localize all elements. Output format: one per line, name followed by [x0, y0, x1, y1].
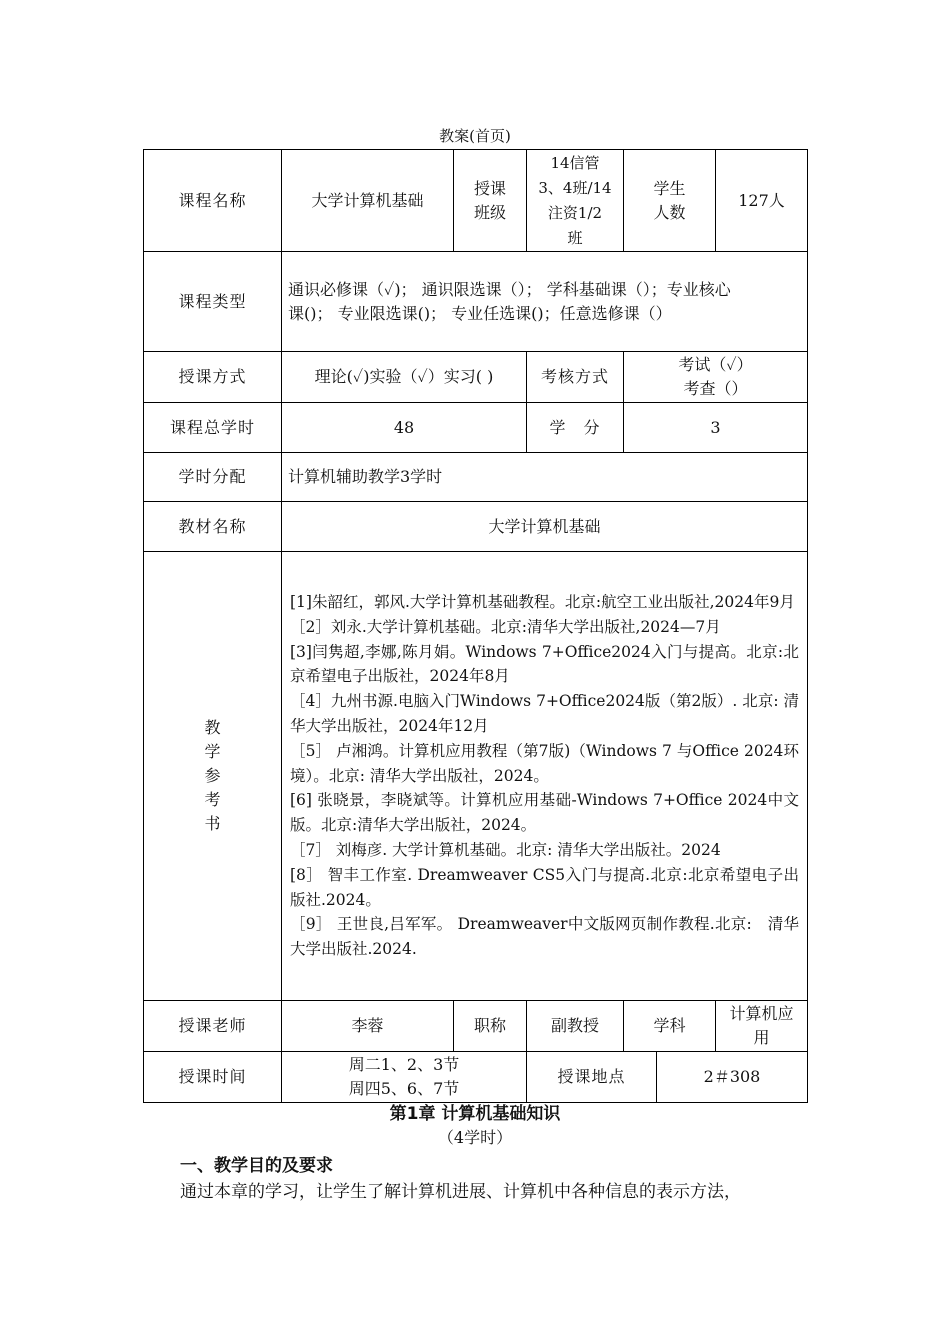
- class-label: [454, 150, 527, 252]
- references-list: [282, 552, 808, 1001]
- references-label-char: 考: [204, 790, 221, 809]
- credit-value: 3: [624, 403, 808, 453]
- references-label-char: 参: [204, 766, 221, 785]
- row-total-hours: [144, 403, 808, 453]
- place-label: 授课地点: [527, 1052, 657, 1103]
- students-label: [624, 150, 716, 252]
- chapter-hours: （4学时）: [437, 1128, 513, 1147]
- teacher-label: 授课老师: [144, 1001, 282, 1052]
- place-value: 2＃308: [657, 1052, 808, 1103]
- chapter-title: 第1章 计算机基础知识: [389, 1104, 561, 1124]
- students-label-line: 学生: [653, 178, 686, 198]
- class-label-line: 班级: [473, 202, 506, 222]
- time-line: 周二1、2、3节: [348, 1055, 460, 1074]
- class-line: 3、4班/14: [538, 178, 612, 197]
- row-time-place: [144, 1052, 808, 1103]
- class-label-line: 授课: [473, 178, 506, 198]
- subject-label: 学科: [624, 1001, 716, 1052]
- assessment-label: 考核方式: [527, 352, 624, 403]
- title-label: 职称: [454, 1001, 527, 1052]
- credit-label: 学 分: [527, 403, 624, 453]
- total-hours-label: 课程总学时: [144, 403, 282, 453]
- course-type-value: [282, 252, 808, 352]
- reference-item: [1]朱韶红，郭风.大学计算机基础教程。北京:航空工业出版社,2024年9月: [290, 593, 795, 612]
- students-value: 127人: [716, 150, 808, 252]
- class-value: [527, 150, 624, 252]
- reference-item: ［2］刘永.大学计算机基础。北京:清华大学出版社,2024—7月: [290, 617, 721, 636]
- title-value: 副教授: [527, 1001, 624, 1052]
- assessment-value: [624, 352, 808, 403]
- row-hours-distribution: [144, 453, 808, 502]
- reference-item: ［5］ 卢湘鸿。计算机应用教程（第7版)（Windows 7 与Office 2024环境）。北京: 清华大学出版社，2024。: [290, 741, 800, 785]
- references-label-char: 学: [204, 742, 221, 761]
- textbook-label: 教材名称: [144, 502, 282, 552]
- class-line: 14信管: [550, 153, 600, 172]
- hours-distribution-value: 计算机辅助教学3学时: [282, 453, 808, 502]
- time-line: 周四5、6、7节: [348, 1079, 460, 1098]
- references-label: [144, 552, 282, 1001]
- row-course-name: [144, 150, 808, 252]
- subject-value: 计算机应用: [716, 1001, 808, 1052]
- time-value: [282, 1052, 527, 1103]
- hours-distribution-label: 学时分配: [144, 453, 282, 502]
- section-heading: 一、教学目的及要求: [180, 1156, 333, 1176]
- course-name-label: 课程名称: [144, 150, 282, 252]
- reference-item: [6] 张晓景，李晓斌等。计算机应用基础-Windows 7+Office 2024中文版。北京:清华大学出版社，2024。: [290, 791, 800, 835]
- document-title: 教案(首页): [439, 127, 511, 145]
- assessment-line: 考查（）: [683, 379, 748, 398]
- teaching-mode-value: 理论(✓)实验（✓）实习( ): [282, 352, 527, 403]
- teacher-value: 李蓉: [282, 1001, 454, 1052]
- time-label: 授课时间: [144, 1052, 282, 1103]
- course-type-line: 通识必修课（✓)； 通识限选课（）； 学科基础课（）；专业核心: [288, 279, 731, 299]
- total-hours-value: 48: [282, 403, 527, 453]
- textbook-value: 大学计算机基础: [282, 502, 808, 552]
- course-type-line: 课()； 专业限选课()； 专业任选课()；任意选修课（）: [288, 303, 672, 323]
- course-info-table: [143, 149, 808, 1103]
- references-label-char: 教: [204, 718, 221, 737]
- row-references: [144, 552, 808, 1001]
- section-body-text: 通过本章的学习，让学生了解计算机进展、计算机中各种信息的表示方法，: [180, 1182, 741, 1202]
- reference-item: ［7］ 刘梅彦. 大学计算机基础。北京: 清华大学出版社。2024: [290, 840, 721, 859]
- class-line: 注资1/2: [547, 203, 603, 222]
- course-name-value: 大学计算机基础: [282, 150, 454, 252]
- references-label-char: 书: [204, 814, 221, 833]
- reference-item: ［4］九州书源.电脑入门Windows 7+Office2024版（第2版）. 北京: 清华大学出版社，2024年12月: [290, 692, 800, 735]
- reference-item: [8］ 智丰工作室. Dreamweaver CS5入门与提高.北京:北京希望电子出版社.2024。: [290, 865, 800, 909]
- students-label-line: 人数: [653, 202, 686, 222]
- course-type-label: 课程类型: [144, 252, 282, 352]
- teaching-mode-label: 授课方式: [144, 352, 282, 403]
- assessment-line: 考试（✓）: [678, 355, 753, 374]
- row-textbook: [144, 502, 808, 552]
- reference-item: ［9］ 王世良,吕军军。 Dreamweaver中文版网页制作教程.北京: 清华大学出版社.2024.: [290, 915, 800, 959]
- reference-item: [3]闫隽超,李娜,陈月娟。Windows 7+Office2024入门与提高。北京:北京希望电子出版社，2024年8月: [290, 642, 800, 686]
- row-teaching-mode: [144, 352, 808, 403]
- row-teacher: [144, 1001, 808, 1052]
- class-line: 班: [567, 228, 583, 247]
- row-course-type: [144, 252, 808, 352]
